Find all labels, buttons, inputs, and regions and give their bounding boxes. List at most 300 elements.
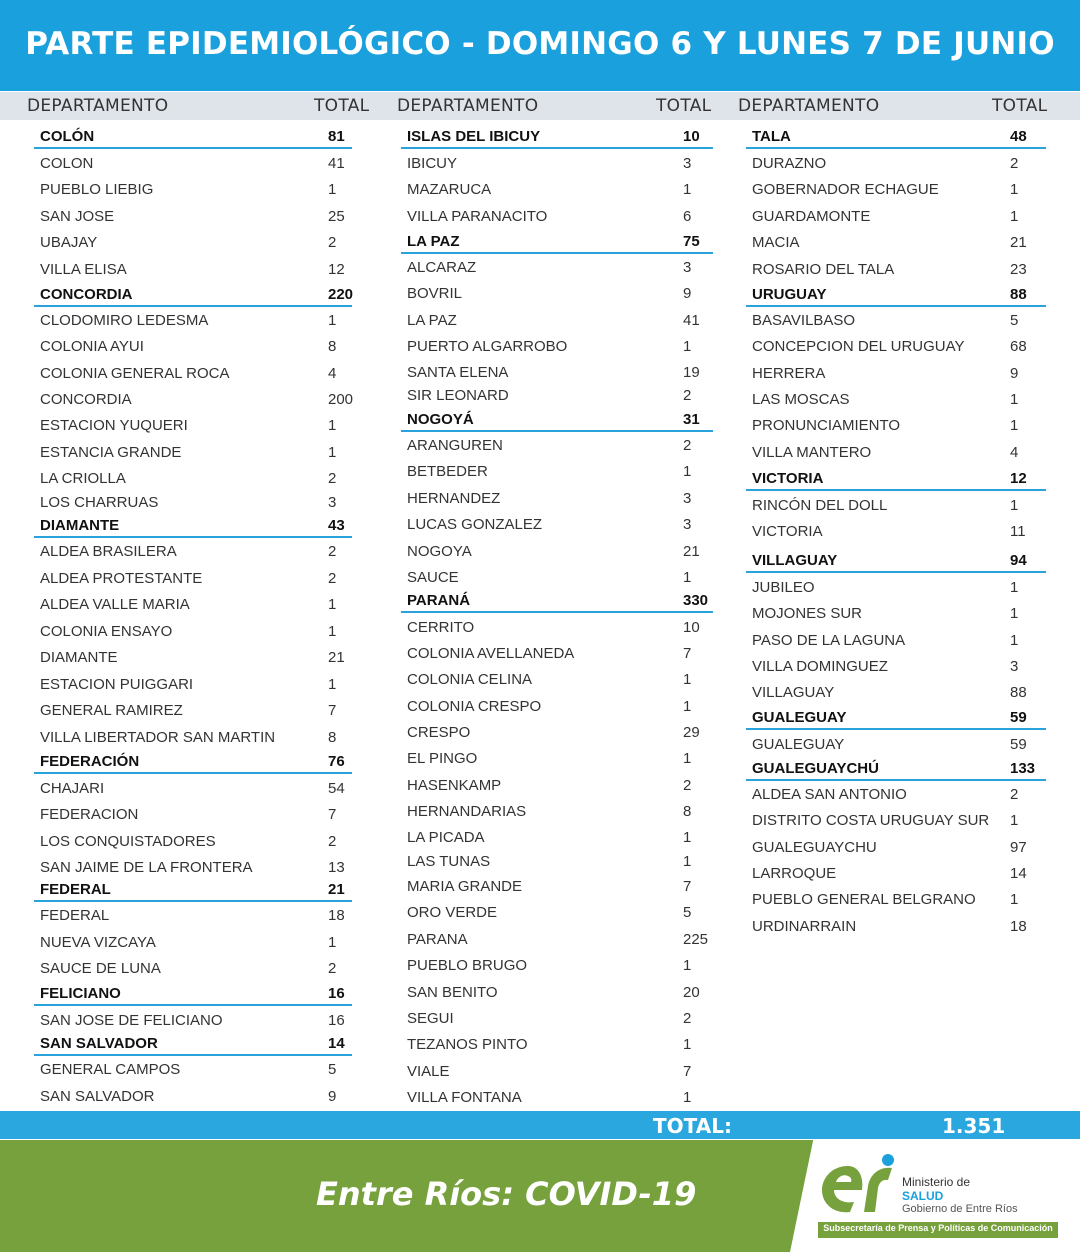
locality-row: [40, 208, 358, 230]
locality-total: 1: [683, 957, 692, 974]
locality-row: [752, 736, 1052, 758]
locality-name: LAS TUNAS: [407, 853, 491, 870]
locality-name: LARROQUE: [752, 865, 837, 882]
locality-name: HERRERA: [752, 365, 826, 382]
department-underline: [401, 611, 713, 613]
locality-name: ALCARAZ: [407, 259, 477, 276]
locality-row: [407, 208, 719, 230]
locality-total: 10: [683, 619, 700, 636]
department-underline: [34, 900, 352, 902]
locality-total: 1: [1010, 812, 1019, 829]
locality-row: [407, 750, 719, 772]
locality-row: [752, 658, 1052, 680]
locality-row: [407, 387, 719, 409]
locality-total: 1: [1010, 497, 1019, 514]
locality-total: 1: [1010, 891, 1019, 908]
locality-row: [407, 984, 719, 1006]
locality-name: PASO DE LA LAGUNA: [752, 632, 906, 649]
locality-total: 4: [328, 365, 337, 382]
department-name: FEDERAL: [40, 881, 111, 898]
locality-total: 41: [328, 155, 345, 172]
locality-total: 2: [683, 777, 692, 794]
locality-total: 3: [683, 516, 692, 533]
locality-name: VILLA DOMINGUEZ: [752, 658, 888, 675]
locality-row: [407, 259, 719, 281]
locality-name: GUALEGUAYCHU: [752, 839, 877, 856]
locality-total: 21: [328, 649, 345, 666]
locality-name: FEDERAL: [40, 907, 110, 924]
department-underline: [401, 147, 713, 149]
locality-name: GUARDAMONTE: [752, 208, 871, 225]
locality-row: [407, 619, 719, 641]
locality-name: SAN JAIME DE LA FRONTERA: [40, 859, 253, 876]
locality-total: 16: [328, 1012, 345, 1029]
locality-name: VIALE: [407, 1063, 450, 1080]
locality-total: 5: [683, 904, 692, 921]
locality-row: [40, 934, 358, 956]
locality-row: [407, 181, 719, 203]
locality-total: 7: [683, 1063, 692, 1080]
locality-name: LA CRIOLLA: [40, 470, 126, 487]
locality-name: ALDEA BRASILERA: [40, 543, 177, 560]
locality-total: 2: [328, 543, 337, 560]
locality-row: [407, 437, 719, 459]
locality-row: [40, 1088, 358, 1110]
department-row: [752, 709, 1052, 731]
locality-total: 5: [1010, 312, 1019, 329]
locality-row: [40, 859, 358, 881]
locality-name: VILLA PARANACITO: [407, 208, 548, 225]
department-total: 16: [328, 985, 345, 1002]
locality-name: BETBEDER: [407, 463, 488, 480]
locality-total: 1: [328, 444, 337, 461]
locality-row: [752, 338, 1052, 360]
locality-total: 2: [328, 833, 337, 850]
locality-total: 41: [683, 312, 700, 329]
locality-total: 1: [328, 676, 337, 693]
locality-row: [407, 312, 719, 334]
locality-total: 1: [683, 463, 692, 480]
locality-name: COLON: [40, 155, 94, 172]
locality-row: [407, 1063, 719, 1085]
locality-name: COLONIA AYUI: [40, 338, 144, 355]
locality-name: MACIA: [752, 234, 800, 251]
department-name: NOGOYÁ: [407, 411, 474, 428]
locality-name: GENERAL CAMPOS: [40, 1061, 181, 1078]
locality-name: NOGOYA: [407, 543, 472, 560]
locality-name: LOS CHARRUAS: [40, 494, 159, 511]
locality-row: [752, 865, 1052, 887]
department-name: GUALEGUAY: [752, 709, 847, 726]
locality-name: SAN BENITO: [407, 984, 498, 1001]
locality-row: [40, 729, 358, 751]
locality-total: 1: [328, 934, 337, 951]
locality-name: ESTANCIA GRANDE: [40, 444, 182, 461]
total-value: 1.351: [942, 1114, 1006, 1138]
locality-name: SAN JOSE DE FELICIANO: [40, 1012, 223, 1029]
department-total: 330: [683, 592, 709, 609]
department-underline: [746, 305, 1046, 307]
department-row: [752, 552, 1052, 574]
locality-row: [752, 918, 1052, 940]
locality-name: PARANA: [407, 931, 468, 948]
locality-row: [752, 444, 1052, 466]
locality-total: 25: [328, 208, 345, 225]
department-name: GUALEGUAYCHÚ: [752, 760, 879, 777]
locality-name: COLONIA CRESPO: [407, 698, 542, 715]
locality-name: CLODOMIRO LEDESMA: [40, 312, 209, 329]
locality-total: 1: [1010, 605, 1019, 622]
locality-row: [40, 907, 358, 929]
locality-row: [40, 806, 358, 828]
locality-name: COLONIA GENERAL ROCA: [40, 365, 230, 382]
locality-row: [407, 957, 719, 979]
locality-name: SAN SALVADOR: [40, 1088, 155, 1105]
department-name: TALA: [752, 128, 791, 145]
locality-total: 1: [328, 596, 337, 613]
locality-row: [752, 417, 1052, 439]
locality-total: 20: [683, 984, 700, 1001]
logo-subtitle-text: Subsecretaría de Prensa y Políticas de Comunicación: [823, 1223, 1053, 1233]
locality-name: CONCORDIA: [40, 391, 132, 408]
department-name: COLÓN: [40, 128, 95, 145]
locality-name: NUEVA VIZCAYA: [40, 934, 156, 951]
locality-total: 1: [683, 338, 692, 355]
locality-name: MAZARUCA: [407, 181, 492, 198]
locality-row: [752, 312, 1052, 334]
locality-total: 2: [328, 570, 337, 587]
department-row: [40, 881, 358, 903]
locality-total: 8: [683, 803, 692, 820]
department-underline: [34, 305, 352, 307]
locality-name: COLONIA AVELLANEDA: [407, 645, 575, 662]
total-label: TOTAL:: [653, 1114, 732, 1138]
locality-row: [407, 463, 719, 485]
locality-total: 1: [1010, 181, 1019, 198]
department-underline: [34, 147, 352, 149]
locality-name: PUERTO ALGARROBO: [407, 338, 568, 355]
locality-total: 9: [328, 1088, 337, 1105]
locality-row: [40, 596, 358, 618]
department-name: LA PAZ: [407, 233, 460, 250]
locality-row: [752, 891, 1052, 913]
locality-name: PUEBLO GENERAL BELGRANO: [752, 891, 976, 908]
locality-name: GENERAL RAMIREZ: [40, 702, 183, 719]
locality-row: [752, 523, 1052, 545]
locality-row: [752, 234, 1052, 256]
department-total: 94: [1010, 552, 1027, 569]
locality-row: [407, 1089, 719, 1111]
locality-row: [40, 570, 358, 592]
locality-name: CRESPO: [407, 724, 471, 741]
locality-name: PUEBLO LIEBIG: [40, 181, 154, 198]
locality-total: 29: [683, 724, 700, 741]
locality-row: [407, 285, 719, 307]
locality-total: 1: [683, 698, 692, 715]
locality-total: 2: [1010, 786, 1019, 803]
locality-row: [407, 829, 719, 851]
locality-name: HASENKAMP: [407, 777, 502, 794]
locality-name: GUALEGUAY: [752, 736, 845, 753]
locality-name: BASAVILBASO: [752, 312, 856, 329]
department-name: FEDERACIÓN: [40, 753, 140, 770]
locality-total: 59: [1010, 736, 1027, 753]
locality-row: [752, 684, 1052, 706]
locality-name: SAN JOSE: [40, 208, 115, 225]
locality-name: COLONIA CELINA: [407, 671, 533, 688]
locality-name: ROSARIO DEL TALA: [752, 261, 895, 278]
locality-total: 5: [328, 1061, 337, 1078]
locality-row: [407, 931, 719, 953]
locality-total: 225: [683, 931, 709, 948]
locality-name: VILLA MANTERO: [752, 444, 872, 461]
locality-total: 2: [683, 387, 692, 404]
department-row: [752, 286, 1052, 308]
page-title: PARTE EPIDEMIOLÓGICO - DOMINGO 6 Y LUNES 7 DE JUNIO: [25, 26, 1055, 62]
department-underline: [746, 571, 1046, 573]
department-total: 12: [1010, 470, 1027, 487]
locality-name: PUEBLO BRUGO: [407, 957, 528, 974]
department-row: [40, 286, 358, 308]
locality-name: URDINARRAIN: [752, 918, 857, 935]
locality-row: [407, 803, 719, 825]
locality-name: HERNANDEZ: [407, 490, 501, 507]
locality-total: 3: [328, 494, 337, 511]
department-row: [752, 760, 1052, 782]
department-underline: [401, 430, 713, 432]
locality-total: 23: [1010, 261, 1027, 278]
locality-row: [40, 833, 358, 855]
locality-total: 1: [328, 312, 337, 329]
locality-name: CHAJARI: [40, 780, 105, 797]
department-underline: [746, 147, 1046, 149]
locality-row: [40, 312, 358, 334]
locality-name: ESTACION PUIGGARI: [40, 676, 194, 693]
locality-name: ALDEA SAN ANTONIO: [752, 786, 907, 803]
locality-total: 13: [328, 859, 345, 876]
locality-row: [752, 497, 1052, 519]
department-name: DIAMANTE: [40, 517, 120, 534]
department-name: URUGUAY: [752, 286, 827, 303]
department-underline: [34, 1054, 352, 1056]
locality-row: [407, 698, 719, 720]
locality-total: 2: [328, 960, 337, 977]
locality-total: 2: [683, 1010, 692, 1027]
locality-row: [40, 365, 358, 387]
locality-total: 21: [1010, 234, 1027, 251]
locality-row: [407, 777, 719, 799]
department-total: 21: [328, 881, 345, 898]
locality-row: [752, 632, 1052, 654]
locality-name: ARANGUREN: [407, 437, 503, 454]
department-total: 59: [1010, 709, 1027, 726]
locality-row: [40, 234, 358, 256]
locality-row: [40, 649, 358, 671]
locality-name: VILLA LIBERTADOR SAN MARTIN: [40, 729, 276, 746]
locality-row: [40, 1012, 358, 1034]
locality-total: 97: [1010, 839, 1027, 856]
locality-row: [40, 623, 358, 645]
department-name: FELICIANO: [40, 985, 121, 1002]
locality-row: [752, 391, 1052, 413]
locality-total: 21: [683, 543, 700, 560]
locality-row: [752, 839, 1052, 861]
department-total: 88: [1010, 286, 1027, 303]
department-row: [407, 411, 719, 433]
locality-name: FEDERACION: [40, 806, 139, 823]
locality-row: [407, 878, 719, 900]
locality-row: [407, 1010, 719, 1032]
locality-row: [40, 543, 358, 565]
locality-row: [407, 516, 719, 538]
locality-name: VILLA FONTANA: [407, 1089, 522, 1106]
col2-header-departamento: DEPARTAMENTO: [397, 96, 539, 116]
col1-header-total: TOTAL: [314, 96, 370, 116]
locality-name: CERRITO: [407, 619, 475, 636]
department-total: 48: [1010, 128, 1027, 145]
locality-row: [40, 444, 358, 466]
locality-row: [407, 490, 719, 512]
locality-name: LOS CONQUISTADORES: [40, 833, 216, 850]
locality-row: [407, 904, 719, 926]
locality-total: 88: [1010, 684, 1027, 701]
locality-total: 18: [1010, 918, 1027, 935]
locality-name: LUCAS GONZALEZ: [407, 516, 543, 533]
department-total: 43: [328, 517, 345, 534]
department-row: [407, 592, 719, 614]
department-name: VICTORIA: [752, 470, 824, 487]
locality-row: [40, 780, 358, 802]
locality-name: ALDEA VALLE MARIA: [40, 596, 190, 613]
locality-name: GOBERNADOR ECHAGUE: [752, 181, 939, 198]
locality-name: MOJONES SUR: [752, 605, 863, 622]
department-row: [407, 233, 719, 255]
department-underline: [34, 1004, 352, 1006]
locality-total: 1: [1010, 208, 1019, 225]
col3-header-total: TOTAL: [992, 96, 1048, 116]
locality-row: [40, 391, 358, 413]
locality-total: 1: [1010, 579, 1019, 596]
department-row: [752, 128, 1052, 150]
locality-total: 1: [328, 181, 337, 198]
locality-name: LA PICADA: [407, 829, 485, 846]
department-total: 76: [328, 753, 345, 770]
locality-row: [752, 261, 1052, 283]
locality-name: EL PINGO: [407, 750, 478, 767]
locality-name: RINCÓN DEL DOLL: [752, 497, 888, 514]
department-total: 220: [328, 286, 354, 303]
locality-row: [40, 494, 358, 516]
locality-row: [40, 417, 358, 439]
locality-total: 1: [683, 829, 692, 846]
locality-row: [752, 208, 1052, 230]
col3-header-departamento: DEPARTAMENTO: [738, 96, 880, 116]
locality-row: [407, 853, 719, 875]
locality-total: 7: [683, 878, 692, 895]
locality-row: [752, 155, 1052, 177]
locality-name: ESTACION YUQUERI: [40, 417, 188, 434]
locality-total: 2: [683, 437, 692, 454]
locality-name: SIR LEONARD: [407, 387, 509, 404]
department-total: 81: [328, 128, 345, 145]
locality-name: SAUCE: [407, 569, 459, 586]
department-underline: [746, 728, 1046, 730]
locality-row: [40, 960, 358, 982]
locality-row: [40, 702, 358, 724]
locality-row: [752, 365, 1052, 387]
locality-name: LA PAZ: [407, 312, 457, 329]
locality-name: HERNANDARIAS: [407, 803, 527, 820]
department-underline: [34, 772, 352, 774]
locality-total: 1: [1010, 391, 1019, 408]
locality-total: 3: [1010, 658, 1019, 675]
locality-name: ORO VERDE: [407, 904, 498, 921]
locality-name: VILLA ELISA: [40, 261, 127, 278]
locality-name: TEZANOS PINTO: [407, 1036, 528, 1053]
department-row: [40, 753, 358, 775]
locality-total: 4: [1010, 444, 1019, 461]
department-row: [40, 985, 358, 1007]
locality-total: 2: [328, 470, 337, 487]
department-row: [40, 517, 358, 539]
locality-total: 1: [683, 1089, 692, 1106]
locality-total: 8: [328, 729, 337, 746]
locality-row: [407, 155, 719, 177]
locality-row: [752, 181, 1052, 203]
locality-name: ALDEA PROTESTANTE: [40, 570, 203, 587]
locality-total: 8: [328, 338, 337, 355]
locality-row: [40, 338, 358, 360]
department-row: [752, 470, 1052, 492]
locality-row: [752, 812, 1052, 834]
locality-row: [407, 724, 719, 746]
locality-total: 6: [683, 208, 692, 225]
department-name: PARANÁ: [407, 592, 471, 609]
locality-name: SAUCE DE LUNA: [40, 960, 161, 977]
department-row: [40, 1035, 358, 1057]
locality-total: 1: [683, 750, 692, 767]
locality-total: 1: [683, 569, 692, 586]
locality-name: BOVRIL: [407, 285, 463, 302]
locality-total: 1: [1010, 632, 1019, 649]
department-total: 133: [1010, 760, 1036, 777]
department-row: [40, 128, 358, 150]
locality-row: [752, 786, 1052, 808]
department-name: SAN SALVADOR: [40, 1035, 158, 1052]
locality-total: 1: [328, 623, 337, 640]
locality-total: 2: [328, 234, 337, 251]
locality-total: 1: [683, 181, 692, 198]
locality-total: 68: [1010, 338, 1027, 355]
department-name: CONCORDIA: [40, 286, 133, 303]
department-total: 75: [683, 233, 700, 250]
department-name: ISLAS DEL IBICUY: [407, 128, 541, 145]
locality-total: 11: [1010, 523, 1026, 540]
total-bar: [0, 1111, 1080, 1139]
col1-header-departamento: DEPARTAMENTO: [27, 96, 169, 116]
department-name: VILLAGUAY: [752, 552, 838, 569]
ministry-logo-icon: [818, 1152, 898, 1216]
locality-total: 3: [683, 490, 692, 507]
locality-total: 12: [328, 261, 345, 278]
locality-total: 54: [328, 780, 345, 797]
locality-total: 1: [683, 671, 692, 688]
locality-total: 3: [683, 155, 692, 172]
locality-row: [40, 181, 358, 203]
locality-row: [40, 1061, 358, 1083]
department-underline: [746, 779, 1046, 781]
locality-name: SEGUI: [407, 1010, 454, 1027]
